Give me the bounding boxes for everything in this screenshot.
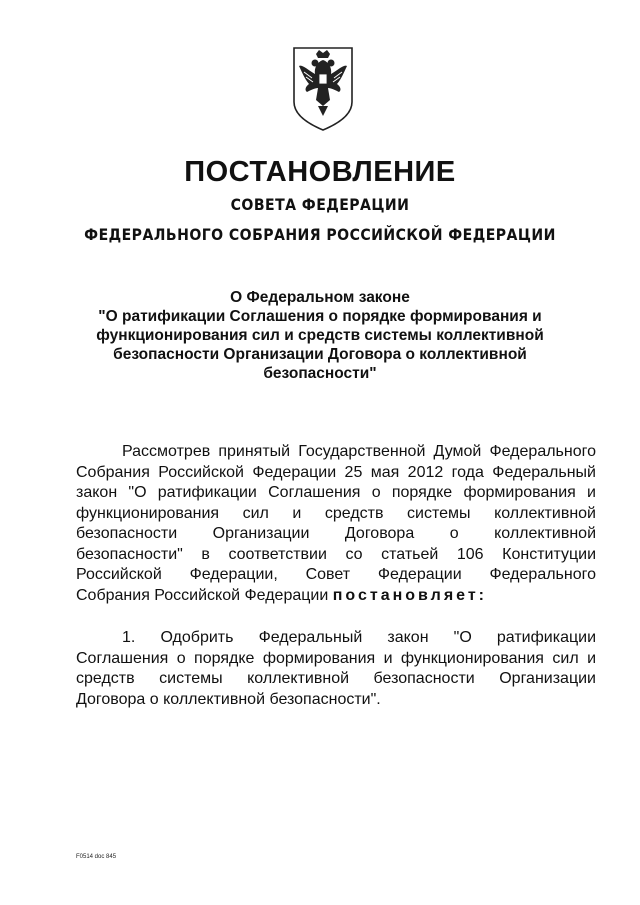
- paragraph-preamble: [76, 442, 596, 606]
- paragraph-line: безопасности Организации Договора о коллективной: [76, 525, 596, 542]
- subject-line: безопасности": [263, 365, 377, 382]
- paragraph-line: Рассмотрев принятый Государственной Думой Федерального: [122, 443, 596, 460]
- document-subject: [90, 288, 550, 383]
- paragraph-line: Российской Федерации, Совет Федерации Федерального: [76, 566, 596, 583]
- paragraph-line: Соглашения о порядке формирования и функционирования сил и: [76, 649, 596, 667]
- document-code: F0514 doc 845: [76, 854, 117, 860]
- document-subtitle-line1: СОВЕТА ФЕДЕРАЦИИ: [230, 195, 410, 214]
- subject-line: безопасности Организации Договора о коллективной: [113, 346, 527, 363]
- paragraph-last-line: [76, 586, 596, 607]
- paragraph-line-prefix: Собрания Российской Федерации: [76, 586, 329, 604]
- document-title: ПОСТАНОВЛЕНИЕ: [184, 156, 456, 188]
- paragraph-line: закон "О ратификации Соглашения о порядке формирования и: [76, 484, 596, 501]
- subject-line: О Федеральном законе: [230, 289, 410, 306]
- paragraph-line: Собрания Российской Федерации 25 мая 2012 года Федеральный: [76, 463, 596, 481]
- paragraph-line: 1. Одобрить Федеральный закон "О ратификации: [122, 629, 596, 646]
- subject-line: функционирования сил и средств системы коллективной: [96, 327, 544, 344]
- document-subtitle-line2: ФЕДЕРАЛЬНОГО СОБРАНИЯ РОССИЙСКОЙ ФЕДЕРАЦИИ: [84, 225, 556, 244]
- paragraph-resolution-item-1: [76, 628, 596, 710]
- paragraph-line: Договора о коллективной безопасности".: [76, 690, 381, 708]
- paragraph-line: средств системы коллективной безопасности Организации: [76, 670, 596, 687]
- resolution-keyword: постановляет:: [332, 586, 488, 604]
- russian-coat-of-arms-icon: [290, 44, 356, 134]
- subject-line: "О ратификации Соглашения о порядке формирования и: [98, 308, 542, 325]
- paragraph-line: безопасности" в соответствии со статьей 106 Конституции: [76, 545, 596, 563]
- paragraph-line: функционирования сил и средств системы коллективной: [76, 504, 596, 522]
